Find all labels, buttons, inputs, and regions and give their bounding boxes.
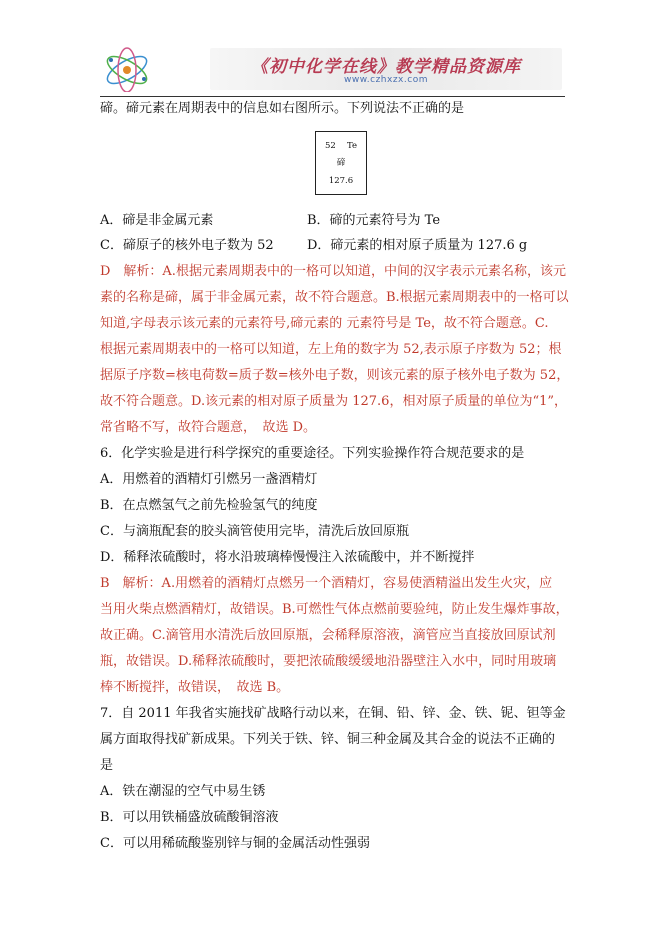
question-7-option-c: C．可以用稀硫酸鉴别锌与铜的金属活动性强弱 [100,836,370,851]
header-title: 《初中化学在线》教学精品资源库 [251,57,521,77]
element-symbol: Te [346,141,357,151]
question-7-option-a: A．铁在潮湿的空气中易生锈 [100,784,266,799]
answer-explanation-line: 瓶，故错误。D.稀释浓硫酸时，要把浓硫酸缓缓地沿器壁注入水中，同时用玻璃 [100,654,557,669]
header-banner [210,48,562,90]
question-6-option-c: C．与滴瓶配套的胶头滴管使用完毕，清洗后放回原瓶 [100,524,409,539]
answer-explanation-line: 当用火柴点燃酒精灯，故错误。B.可燃性气体点燃前要验纯，防止发生爆炸事故， [100,602,569,617]
answer-explanation-line: 故正确。C.滴管用水清洗后放回原瓶，会稀释原溶液，滴管应当直接放回原试剂 [100,628,556,643]
option-d: D．碲元素的相对原子质量为 127.6 g [307,238,528,253]
answer-explanation-line: 知道,字母表示该元素的元素符号,碲元素的 元素符号是 Te，故不符合题意。C. [100,316,549,331]
element-name: 碲 [336,158,346,168]
answer-explanation-line: 故不符合题意。D.该元素的相对原子质量为 127.6，相对原子质量的单位为“1”， [100,394,568,409]
question-7-stem: 7．自 2011 年我省实施找矿战略行动以来，在铜、铅、锌、金、铁、铌、钽等金 [100,706,566,721]
atomic-number: 52 [325,141,336,151]
answer-explanation-line: B 解析：A.用燃着的酒精灯点燃另一个酒精灯，容易使酒精溢出发生火灾，应 [100,576,553,591]
question-7-stem: 是 [100,758,114,773]
question-text-line: 碲。碲元素在周期表中的信息如右图所示。下列说法不正确的是 [100,101,465,116]
option-a: A．碲是非金属元素 [100,213,214,228]
header-divider [100,96,565,97]
answer-explanation-line: 据原子序数=核电荷数=质子数=核外电子数，则该元素的原子核外电子数为 52， [100,368,570,383]
periodic-table-cell [315,131,367,195]
question-6-stem: 6．化学实验是进行科学探究的重要途径。下列实验操作符合规范要求的是 [100,446,525,461]
page-header [100,44,565,96]
answer-explanation-line: 常省略不写，故符合题意， 故选 D。 [100,420,317,435]
question-6-option-a: A．用燃着的酒精灯引燃另一盏酒精灯 [100,472,318,487]
answer-explanation-line: D 解析：A.根据元素周期表中的一格可以知道，中间的汉字表示元素名称，该元 [100,264,566,279]
option-b: B．碲的元素符号为 Te [307,213,441,228]
question-7-option-b: B．可以用铁桶盛放硫酸铜溶液 [100,810,279,825]
question-6-option-b: B．在点燃氢气之前先检验氢气的纯度 [100,498,318,513]
answer-explanation-line: 棒不断搅拌，故错误， 故选 B。 [100,680,290,695]
question-7-stem: 属方面取得找矿新成果。下列关于铁、锌、铜三种金属及其合金的说法不正确的 [100,732,556,747]
atom-logo-icon [100,46,154,92]
option-c: C．碲原子的核外电子数为 52 [100,238,274,253]
question-6-option-d: D．稀释浓硫酸时，将水沿玻璃棒慢慢注入浓硫酸中，并不断搅拌 [100,550,475,565]
header-url: www.czhxzx.com [344,75,428,85]
answer-explanation-line: 根据元素周期表中的一格可以知道，左上角的数字为 52,表示原子序数为 52；根 [100,342,562,357]
atomic-mass: 127.6 [328,176,354,186]
answer-explanation-line: 素的名称是碲，属于非金属元素，故不符合题意。B.根据元素周期表中的一格可以 [100,290,569,305]
